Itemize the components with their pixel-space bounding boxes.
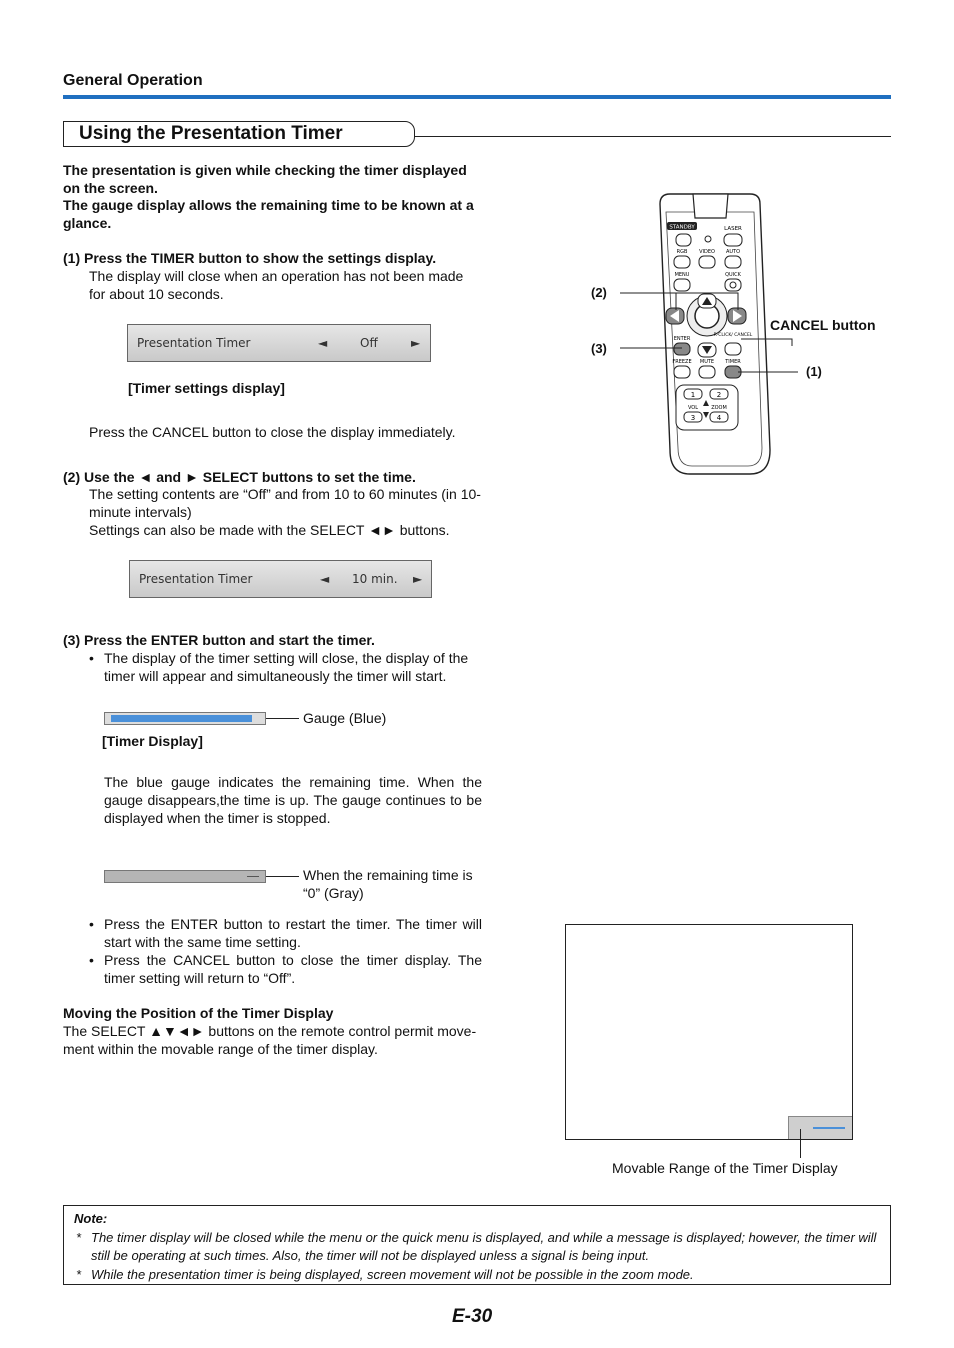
svg-text:ENTER: ENTER xyxy=(673,336,691,342)
timer-display-position xyxy=(788,1116,852,1139)
movable-range-box xyxy=(565,924,853,1140)
step2-text-2: Settings can also be made with the SELECT ◄► buttons. xyxy=(89,522,450,538)
quick-button xyxy=(725,279,741,291)
gauge-gray xyxy=(104,870,266,883)
svg-text:R-CLICK/ CANCEL: R-CLICK/ CANCEL xyxy=(713,333,753,338)
osd-label: Presentation Timer xyxy=(137,336,251,350)
osd-value: 10 min. xyxy=(352,572,398,586)
bullet-dot: • xyxy=(89,916,94,932)
auto-button xyxy=(725,256,741,268)
intro-paragraph-2: The gauge display allows the remaining time to be known at a glance. xyxy=(63,197,474,231)
svg-text:1: 1 xyxy=(690,391,696,399)
menu-button xyxy=(674,279,690,291)
gauge-explanation: The blue gauge indicates the remaining time. When the gauge disappears,the time is up. The gauge continues to be displayed when the timer is stopped. xyxy=(104,774,482,826)
range-caption: Movable Range of the Timer Display xyxy=(612,1160,838,1176)
rgb-button xyxy=(674,256,690,268)
range-leader xyxy=(800,1129,801,1158)
svg-text:VOL: VOL xyxy=(687,405,699,411)
bullet-dot: • xyxy=(89,952,94,968)
moving-text: The SELECT ▲▼◄► buttons on the remote control permit move-ment within the movable range of the timer display. xyxy=(63,1023,477,1057)
note-box xyxy=(63,1205,891,1285)
svg-text:LASER: LASER xyxy=(724,226,742,232)
svg-text:4: 4 xyxy=(716,414,722,422)
section-heading: General Operation xyxy=(63,72,203,89)
page-title: Using the Presentation Timer xyxy=(63,121,415,147)
callout-2: (2) xyxy=(591,285,607,300)
svg-text:3: 3 xyxy=(690,414,696,422)
power-indicator xyxy=(705,236,711,242)
svg-text:FREEZE: FREEZE xyxy=(672,359,692,365)
gauge-blue xyxy=(104,712,266,725)
note-item: * The timer display will be closed while the menu or the quick menu is displayed, and while a message is displayed; however, the timer will still be operating at such times. Also, the timer will not be displayed unless a signal is being input. xyxy=(76,1229,877,1263)
cancel-bullet: Press the CANCEL button to close the timer display. The timer setting will return to “Off”. xyxy=(104,952,482,986)
restart-bullet: Press the ENTER button to restart the timer. The timer will start with the same time setting. xyxy=(104,916,482,950)
osd-value: Off xyxy=(360,336,378,350)
step2-heading: (2) Use the ◄ and ► SELECT buttons to set the time. xyxy=(63,469,416,485)
svg-text:VIDEO: VIDEO xyxy=(699,249,715,255)
remote-control-illustration xyxy=(600,190,900,480)
gauge-blue-fill xyxy=(111,715,252,722)
svg-text:QUICK: QUICK xyxy=(725,272,741,278)
video-button xyxy=(699,256,715,268)
timer-settings-osd-10min xyxy=(129,560,432,598)
page-number: E-30 xyxy=(452,1306,493,1327)
cancel-button xyxy=(725,343,741,355)
svg-text:RGB: RGB xyxy=(676,249,688,255)
enter-button xyxy=(674,343,690,355)
callout-cancel-button: CANCEL button xyxy=(770,317,876,333)
svg-text:MENU: MENU xyxy=(674,272,690,278)
step3-heading: (3) Press the ENTER button and start the timer. xyxy=(63,632,375,648)
freeze-button xyxy=(674,366,690,378)
gauge-gray-leader xyxy=(266,876,299,877)
laser-window xyxy=(693,194,728,218)
header-rule xyxy=(63,95,891,99)
bullet-dot: • xyxy=(89,650,94,666)
step2-text-1: The setting contents are “Off” and from 10 to 60 minutes (in 10-minute intervals) xyxy=(89,486,481,520)
gauge-blue-label: Gauge (Blue) xyxy=(303,710,387,726)
svg-text:ZOOM: ZOOM xyxy=(711,405,727,411)
note-title: Note: xyxy=(74,1211,108,1226)
svg-text:AUTO: AUTO xyxy=(725,249,741,255)
mute-button xyxy=(699,366,715,378)
gauge-blue-leader xyxy=(266,718,299,719)
timer-settings-caption: [Timer settings display] xyxy=(128,380,285,396)
svg-text:STANDBY: STANDBY xyxy=(669,224,695,231)
laser-button xyxy=(724,234,742,246)
step1-text: The display will close when an operation has not been made for about 10 seconds. xyxy=(89,268,464,302)
svg-text:MUTE: MUTE xyxy=(699,359,715,365)
step1-cancel-text: Press the CANCEL button to close the display immediately. xyxy=(89,424,456,440)
callout-1: (1) xyxy=(806,364,822,379)
osd-label: Presentation Timer xyxy=(139,572,253,586)
timer-display-caption: [Timer Display] xyxy=(102,733,203,749)
title-rule xyxy=(415,136,891,137)
osd-left-arrow: ◄ xyxy=(318,336,328,350)
note-item: * While the presentation timer is being displayed, screen movement will not be possible in the zoom mode. xyxy=(76,1266,694,1282)
osd-right-arrow: ► xyxy=(413,572,423,586)
intro-paragraph-1: The presentation is given while checking the timer displayed on the screen. xyxy=(63,162,467,196)
osd-left-arrow: ◄ xyxy=(320,572,330,586)
timer-settings-osd-off xyxy=(127,324,431,362)
svg-text:TIMER: TIMER xyxy=(725,359,741,365)
svg-text:2: 2 xyxy=(716,391,722,399)
callout-3: (3) xyxy=(591,341,607,356)
gauge-gray-label: When the remaining time is “0” (Gray) xyxy=(303,867,473,901)
osd-right-arrow: ► xyxy=(411,336,421,350)
step3-bullet: The display of the timer setting will close, the display of the timer will appear and simultaneously the timer will start. xyxy=(104,650,469,684)
step1-heading: (1) Press the TIMER button to show the settings display. xyxy=(63,250,437,266)
moving-heading: Moving the Position of the Timer Display xyxy=(63,1005,334,1021)
